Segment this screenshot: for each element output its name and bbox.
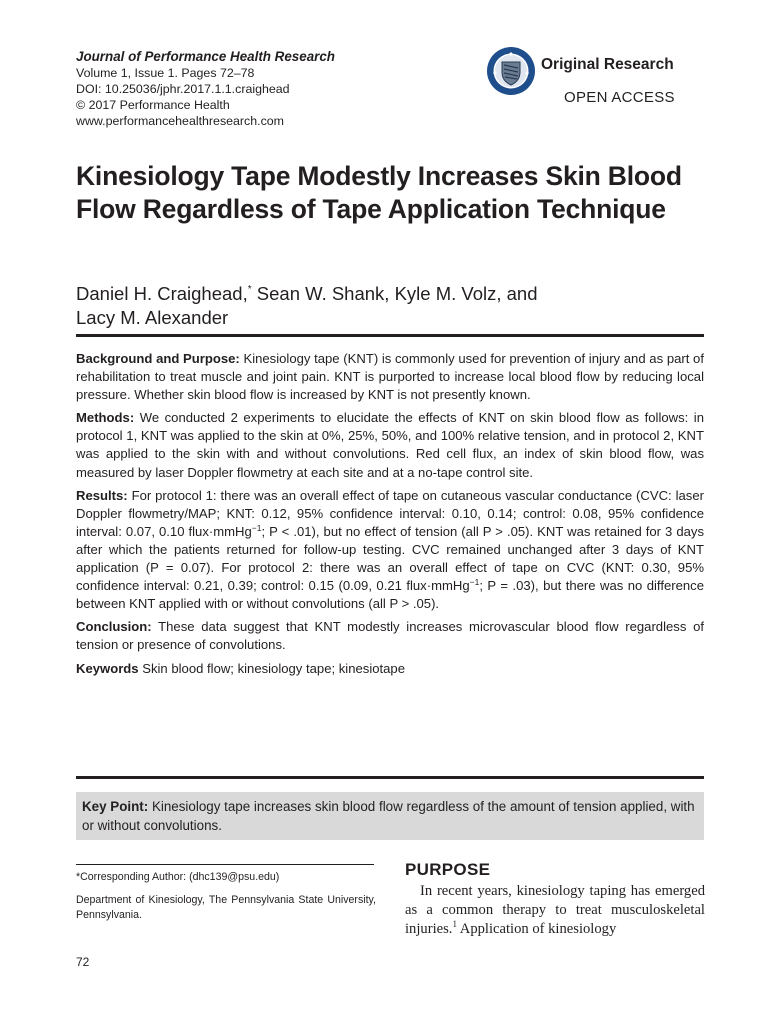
affiliation: Department of Kinesiology, The Pennsylvania State University, Pennsylvania. <box>76 894 376 921</box>
open-access-label: OPEN ACCESS <box>564 89 675 106</box>
footnote-rule <box>76 864 374 865</box>
author-line-2: Lacy M. Alexander <box>76 307 229 328</box>
journal-doi: DOI: 10.25036/jphr.2017.1.1.craighead <box>76 82 290 96</box>
abstract-keywords: Keywords Skin blood flow; kinesiology tape; kinesiotape <box>76 660 405 676</box>
reference-marker: 1 <box>452 919 457 929</box>
abstract-results: Results: For protocol 1: there was an overall effect of tape on cutaneous vascular conductance (CVC: laser Doppler flowmetry/MAP; KNT: 0.12, 95% confidence interval: 0.10, 0.14; control: 0.08, 95% confidence interval: 0.07, 0.10 flux·mmHg$^{-1}$; P < .01), but no effect of tension (all P > .05). KNT was retained for 3 days after which the patients returned for follow-up testing. CVC remained unchanged after 3 days of KNT application (P = 0.07). For protocol 2: there was an overall effect of tape on CVC (KNT: 0.30, 95% confidence interval: 0.21, 0.39; control: 0.15 (0.09, 0.21 flux·mmHg$^{-1}$; P = .03), but there was no difference between KNT applied with or without convolutions (all P > .05). <box>76 487 705 612</box>
abstract-divider <box>76 776 704 779</box>
footnote <box>76 870 376 931</box>
keywords-label: Keywords <box>76 660 139 676</box>
journal-website: www.performancehealthresearch.com <box>76 114 284 128</box>
abstract-background: Background and Purpose: Kinesiology tape (KNT) is commonly used for prevention of injury and as part of rehabilitation to treat muscle and joint pain. KNT is purported to increase local blood flow by reducing local pressure. Whether skin blood flow is increased by KNT is not presently known. <box>76 351 704 403</box>
corresponding-mark: * <box>247 284 252 295</box>
author-first: Daniel H. Craighead, <box>76 283 248 304</box>
abstract <box>76 350 704 683</box>
key-point-label: Key Point: <box>82 799 149 814</box>
article-title: Kinesiology Tape Modestly Increases Skin Blood Flow Regardless of Tape Application Technique <box>76 161 682 224</box>
seal-icon <box>486 46 536 96</box>
abstract-conclusion: Conclusion: These data suggest that KNT modestly increases microvascular blood flow regardless of tension or presence of convolutions. <box>76 619 704 653</box>
journal-volume: Volume 1, Issue 1. Pages 72–78 <box>76 66 255 80</box>
methods-label: Methods: <box>76 410 135 426</box>
results-label: Results: <box>76 487 128 503</box>
corresponding-author: *Corresponding Author: (dhc139@psu.edu) <box>76 871 280 883</box>
key-point-text: Kinesiology tape increases skin blood flow regardless of the amount of tension applied, with or without convolutions. <box>82 799 695 833</box>
key-point-box <box>76 792 704 840</box>
journal-name: Journal of Performance Health Research <box>76 49 335 64</box>
conclusion-label: Conclusion: <box>76 619 152 635</box>
body-paragraph: In recent years, kinesiology taping has emerged as a common therapy to treat musculoskeletal injuries.$^1$ Application of kinesiology <box>405 883 705 937</box>
journal-copyright: © 2017 Performance Health <box>76 98 230 112</box>
author-rest: Sean W. Shank, Kyle M. Volz, and <box>251 283 538 304</box>
background-label: Background and Purpose: <box>76 351 240 366</box>
top-divider <box>76 334 704 337</box>
journal-meta <box>76 49 456 129</box>
article-type: Original Research <box>541 56 674 73</box>
section-heading: PURPOSE <box>405 860 491 879</box>
author-list <box>76 278 706 330</box>
abstract-methods: Methods: We conducted 2 experiments to elucidate the effects of KNT on skin blood flow as follows: in protocol 1, KNT was applied to the skin at 0%, 25%, 50%, and 100% relative tension, and in protocol 2, KNT was applied to the skin with and without convolutions. Red cell flux, an index of skin blood flow, was measured by laser Doppler flowmetry at each site and at a no-tape control site. <box>76 410 704 480</box>
page-number: 72 <box>76 955 90 969</box>
author-line-1 <box>76 278 706 306</box>
